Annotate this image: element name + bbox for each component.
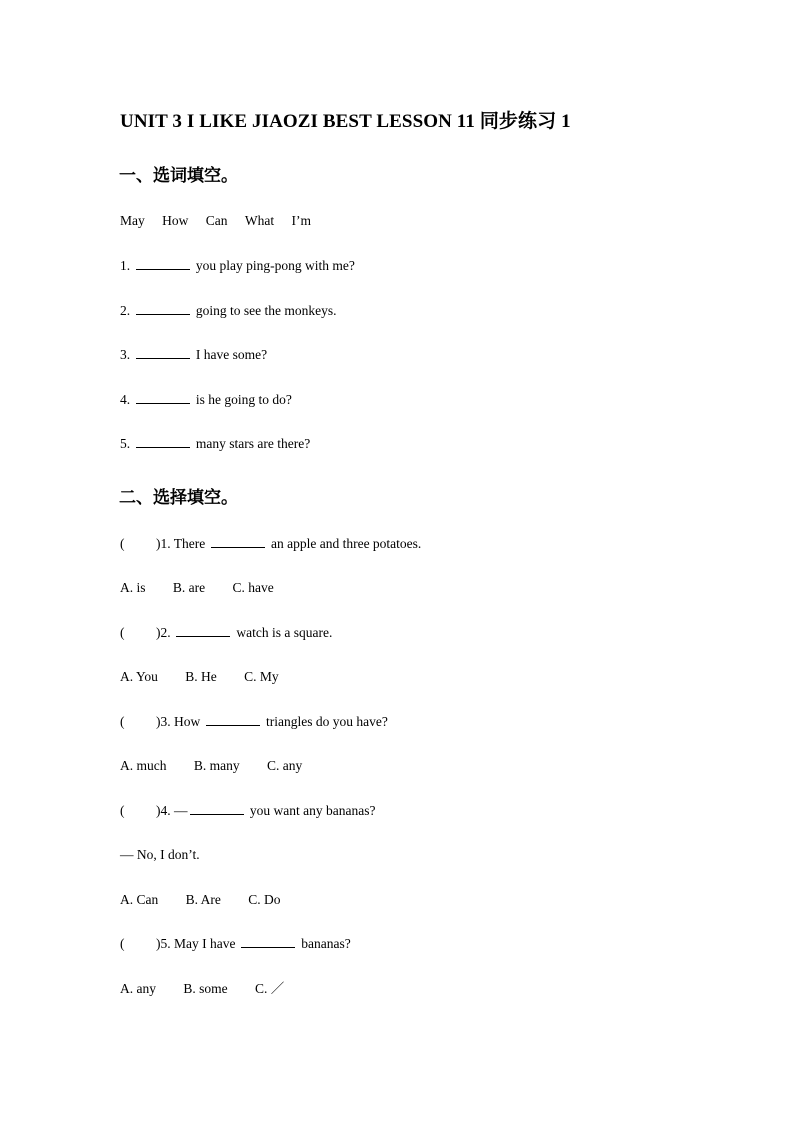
word-bank-item: Can bbox=[205, 213, 228, 228]
choice-options bbox=[120, 757, 326, 775]
item-number: 3. bbox=[120, 347, 131, 362]
word-bank-item: May bbox=[120, 213, 145, 228]
item-number: 2. bbox=[120, 303, 131, 318]
choice-options bbox=[120, 980, 308, 998]
option: B. are bbox=[172, 580, 206, 595]
option: C. have bbox=[232, 580, 274, 595]
item-number: 4. bbox=[120, 392, 131, 407]
fill-blank-item bbox=[120, 257, 355, 275]
word-bank-item: I’m bbox=[291, 213, 311, 228]
fill-blank-item bbox=[120, 435, 310, 453]
answer-blank[interactable] bbox=[136, 257, 190, 270]
question-prefix: )4. — bbox=[156, 803, 188, 818]
choice-options bbox=[120, 668, 303, 686]
page-title: UNIT 3 I LIKE JIAOZI BEST LESSON 11 同步练习 1 bbox=[120, 111, 571, 132]
option: B. some bbox=[183, 981, 228, 996]
option: C. Do bbox=[248, 892, 281, 907]
choice-question bbox=[120, 624, 332, 642]
option: B. Are bbox=[185, 892, 221, 907]
question-prefix: )5. May I have bbox=[156, 936, 236, 951]
option: B. many bbox=[193, 758, 240, 773]
word-bank-item: How bbox=[162, 213, 189, 228]
fill-blank-item bbox=[120, 302, 336, 320]
answer-parenthesis[interactable]: ( bbox=[120, 625, 125, 640]
option: B. He bbox=[185, 669, 217, 684]
answer-blank[interactable] bbox=[211, 535, 265, 548]
section-heading-choice: 二、选择填空。 bbox=[119, 488, 238, 507]
choice-options bbox=[120, 579, 298, 597]
option: C. any bbox=[267, 758, 303, 773]
choice-question bbox=[120, 935, 351, 953]
answer-blank[interactable] bbox=[241, 935, 295, 948]
word-bank bbox=[120, 212, 325, 230]
answer-parenthesis[interactable]: ( bbox=[120, 936, 125, 951]
item-text: is he going to do? bbox=[195, 392, 292, 407]
item-number: 1. bbox=[120, 258, 131, 273]
choice-question bbox=[120, 535, 421, 553]
answer-parenthesis[interactable]: ( bbox=[120, 714, 125, 729]
section-heading-vocab: 一、选词填空。 bbox=[119, 166, 238, 185]
option: C. My bbox=[244, 669, 279, 684]
answer-parenthesis[interactable]: ( bbox=[120, 803, 125, 818]
item-number: 5. bbox=[120, 436, 131, 451]
option: C. ／ bbox=[255, 981, 285, 996]
question-prefix: )3. How bbox=[156, 714, 201, 729]
question-prefix: )1. There bbox=[156, 536, 206, 551]
option: A. is bbox=[120, 580, 146, 595]
choice-question bbox=[120, 713, 388, 731]
fill-blank-item bbox=[120, 346, 267, 364]
answer-parenthesis[interactable]: ( bbox=[120, 536, 125, 551]
answer-blank[interactable] bbox=[176, 624, 230, 637]
item-text: you play ping-pong with me? bbox=[195, 258, 355, 273]
option: A. much bbox=[120, 758, 167, 773]
answer-blank[interactable] bbox=[136, 435, 190, 448]
answer-blank[interactable] bbox=[136, 391, 190, 404]
choice-options bbox=[120, 891, 305, 909]
choice-question bbox=[120, 802, 375, 820]
answer-blank[interactable] bbox=[190, 802, 244, 815]
question-suffix: triangles do you have? bbox=[266, 714, 388, 729]
question-prefix: )2. bbox=[156, 625, 171, 640]
answer-blank[interactable] bbox=[136, 346, 190, 359]
question-suffix: bananas? bbox=[301, 936, 351, 951]
option: A. You bbox=[120, 669, 158, 684]
answer-blank[interactable] bbox=[136, 302, 190, 315]
word-bank-item: What bbox=[244, 213, 275, 228]
answer-blank[interactable] bbox=[206, 713, 260, 726]
question-suffix: an apple and three potatoes. bbox=[270, 536, 422, 551]
dialogue-reply: — No, I don’t. bbox=[120, 847, 200, 862]
item-text: many stars are there? bbox=[195, 436, 311, 451]
fill-blank-item bbox=[120, 391, 292, 409]
question-suffix: you want any bananas? bbox=[249, 803, 376, 818]
question-suffix: watch is a square. bbox=[236, 625, 333, 640]
option: A. any bbox=[120, 981, 156, 996]
item-text: I have some? bbox=[195, 347, 268, 362]
item-text: going to see the monkeys. bbox=[195, 303, 337, 318]
option: A. Can bbox=[120, 892, 159, 907]
